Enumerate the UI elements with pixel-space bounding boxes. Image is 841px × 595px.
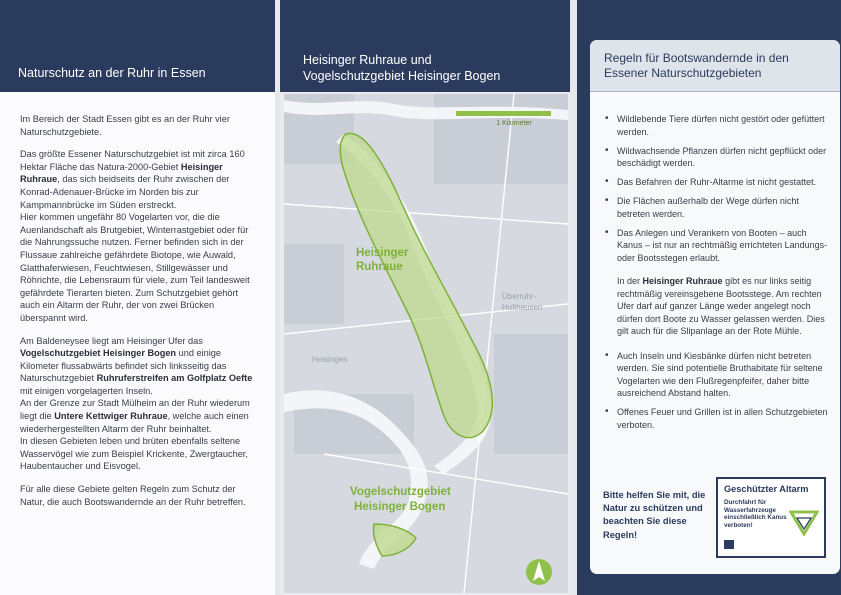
ruhraue-name: Heisinger Ruhraue — [20, 161, 223, 185]
scale-bar — [456, 111, 551, 116]
map-title: Heisinger Ruhraue und Vogelschutzgebiet Heisinger Bogen — [303, 53, 501, 83]
altarm-sign — [716, 477, 826, 558]
rules-intro-paragraph: Für alle diese Gebiete gelten Regeln zum Schutz der Natur, die auch Bootswandernde an der Ruhr betreffen. — [20, 484, 246, 507]
no-entry-triangle-icon — [789, 510, 819, 536]
bogen-label: Heisinger Bogen — [354, 501, 446, 513]
scale-label: 1 Kilometer — [496, 120, 532, 127]
authority-logo-icon — [724, 540, 734, 549]
rule-item: • Wildwachsende Pflanzen dürfen nicht gepflückt oder beschädigt werden. — [604, 145, 829, 170]
rules-list — [604, 113, 829, 438]
rules-title: Regeln für Bootswandernde in den Essener Naturschutzgebieten — [604, 51, 789, 80]
area-map — [284, 94, 568, 593]
bogen-label: Vogelschutzgebiet — [350, 486, 451, 498]
rule-item: • Wildlebende Tiere dürfen nicht gestört oder gefüttert werden. — [604, 113, 829, 138]
rules-panel — [577, 0, 841, 595]
rule-item: • Auch Inseln und Kiesbänke dürfen nicht betreten werden. Sie sind potentielle Bruthabitate für seltene Vogelarten wie den Flußregenpfeifer, daher bitte ausreichend Abstand halten. — [604, 350, 829, 400]
other-areas-paragraph: Am Baldeneysee liegt am Heisinger Ufer das Vogelschutzgebiet Heisinger Bogen und einige Kilometer flussabwärts befindet sich linksseitig das Naturschutzgebiet Ruhruferstreifen am Golfplatz Oefte mit einigen vorgelagerten Inseln. An der Grenze zur Stadt Mülheim an der Ruhr wiederum liegt die Untere Kettwiger Ruhraue, welche auch einen wiederhergestellten Altarm der Ruhr beinhaltet. In diesen Gebieten leben und brüten ebenfalls seltene Wasservögel wie zum Beispiel Krickente, Zwergtaucher, Haubentaucher und Eisvogel. — [20, 335, 253, 472]
ruhraue-rule-paragraph: In der Heisinger Ruhraue gibt es nur links seitig rechtmäßig vereinsgebene Bootsstege. Am rechten Ufer darf auf ganzer Länge weder angelegt noch dürfen dort Boote zu Wasser gelassen werden. Dies gilt auch für die Slipanlage an der Rote Mühle. — [617, 276, 825, 336]
sign-text: Durchfahrt für Wasserfahrzeuge einschließlich Kanus verboten! — [724, 499, 787, 529]
place-label: Heisingen — [312, 355, 348, 364]
sign-title: Geschützter Altarm — [724, 484, 809, 494]
intro-header — [0, 0, 275, 92]
rules-card — [590, 40, 840, 574]
appeal-text: Bitte helfen Sie mit, die Natur zu schützen und beachten Sie diese Regeln! — [603, 490, 706, 540]
place-label: Holthausen — [502, 303, 543, 312]
rules-header — [590, 40, 840, 92]
intro-text — [20, 113, 260, 518]
map-panel — [280, 0, 570, 595]
ruhraue-label: Ruhraue — [356, 261, 403, 273]
rule-item: • Das Befahren der Ruhr-Altarme ist nicht gestattet. — [604, 176, 829, 189]
map-header — [280, 0, 570, 92]
rule-item: • Das Anlegen und Verankern von Booten – auch Kanus – ist nur an rechtmäßig errichteten Landungs- oder Bootsstegen erlaubt. — [604, 227, 829, 265]
intro-title: Naturschutz an der Ruhr in Essen — [18, 66, 206, 80]
rule-item: • Die Flächen außerhalb der Wege dürfen nicht betreten werden. — [604, 195, 829, 220]
ruhraue-label: Heisinger — [356, 247, 409, 259]
intro-panel — [0, 0, 275, 595]
intro-paragraph: Im Bereich der Stadt Essen gibt es an der Ruhr vier Naturschutzgebiete. — [20, 114, 230, 137]
ruhraue-paragraph: Das größte Essener Naturschutzgebiet ist mit zirca 160 Hektar Fläche das Natura-2000-Gebiet Heisinger Ruhraue, das sich beidseits der Ruhr zwischen der Konrad-Adenauer-Brücke im Norden bis zur Kampmannbrücke im Süden erstreckt. Hier kommen ungefähr 80 Vogelarten vor, die die Auenlandschaft als Brutgebiet, Winterrastgebiet oder für die Nahrungssuche nutzen. Ferner befinden sich in der Flussaue zahlreiche gefährdete Biotope, wie Auwald, Glatthaferwiesen, Feuchtwiesen, Stillgewässer und Röhrichte, die Lebensraum für viele, zum Teil landesweit gefährdete Tierarten bieten. Zum Schutzgebiet gehört auch ein Altarm der Ruhr, der von zwei Brücken überspannt wird. — [20, 149, 250, 323]
rule-item: • Offenes Feuer und Grillen ist in allen Schutzgebieten verboten. — [604, 406, 829, 431]
north-arrow-icon — [526, 559, 552, 585]
place-label: Überruhr- — [502, 292, 537, 301]
